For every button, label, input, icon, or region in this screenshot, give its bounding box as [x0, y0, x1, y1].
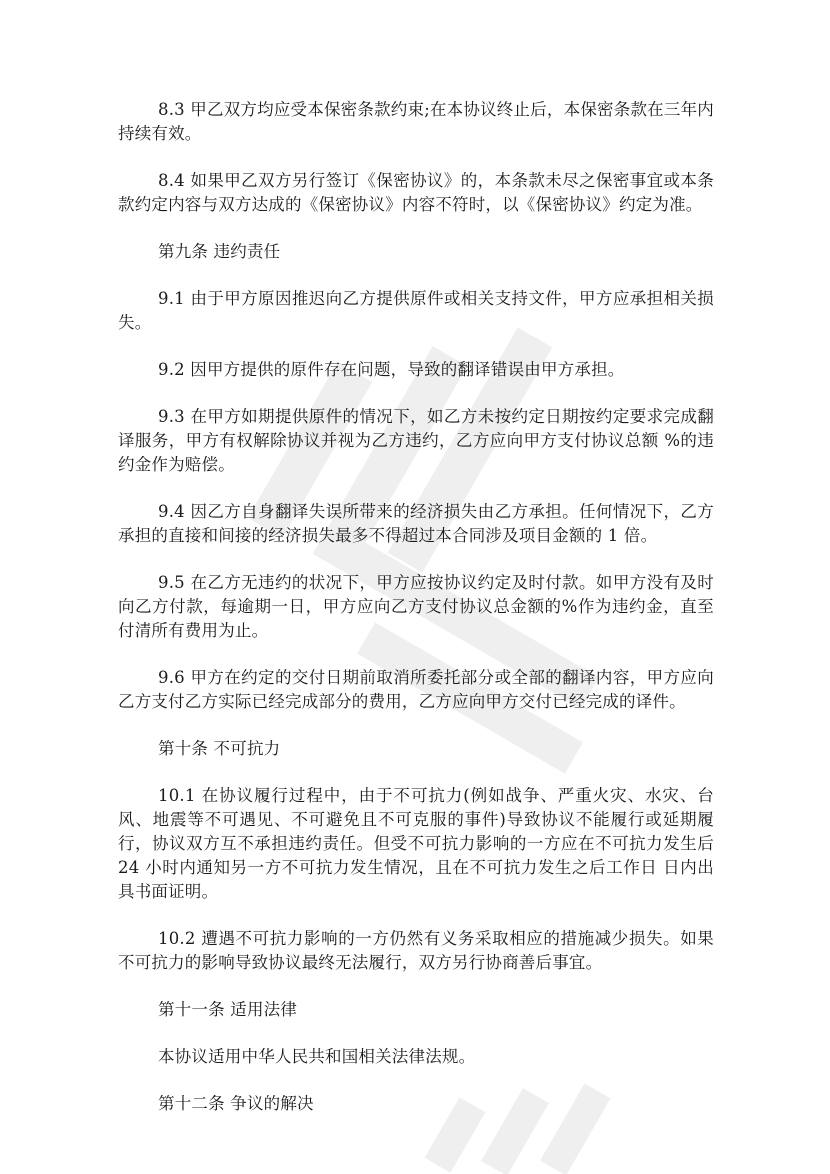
section-heading-12: 第十二条 争议的解决	[158, 1094, 314, 1113]
clause-9-2: 9.2 因甲方提供的原件存在问题，导致的翻译错误由甲方承担。	[158, 360, 625, 379]
section-heading-10: 第十条 不可抗力	[158, 739, 281, 758]
clause-9-5: 9.5 在乙方无违约的状况下，甲方应按协议约定及时付款。如甲方没有及时向乙方付款，每逾期一日，甲方应向乙方支付协议总金额的%作为违约金，直至付清所有费用为止。	[118, 573, 714, 640]
clause-8-4: 8.4 如果甲乙双方另行签订《保密协议》的，本条款未尽之保密事宜或本条款约定内容与双方达成的《保密协议》内容不符时，以《保密协议》约定为准。	[118, 171, 714, 214]
clause-10-1: 10.1 在协议履行过程中，由于不可抗力(例如战争、严重火灾、水灾、台风、地震等不可遇见、不可避免且不可克服的事件)导致协议不能履行或延期履行，协议双方互不承担违约责任。但受不可抗力影响的一方应在不可抗力发生后 24 小时内通知另一方不可抗力发生情况，且在不可抗力发生之后工作日 日内出具书面证明。	[118, 786, 714, 901]
clause-11: 本协议适用中华人民共和国相关法律法规。	[158, 1047, 476, 1066]
section-heading-9: 第九条 违约责任	[158, 242, 281, 261]
clause-8-3: 8.3 甲乙双方均应受本保密条款约束;在本协议终止后，本保密条款在三年内持续有效。	[118, 100, 714, 143]
clause-9-4: 9.4 因乙方自身翻译失误所带来的经济损失由乙方承担。任何情况下，乙方承担的直接和间接的经济损失最多不得超过本合同涉及项目金额的 1 倍。	[118, 502, 714, 545]
clause-9-6: 9.6 甲方在约定的交付日期前取消所委托部分或全部的翻译内容，甲方应向乙方支付乙方实际已经完成部分的费用，乙方应向甲方交付已经完成的译件。	[118, 668, 714, 711]
clause-9-1: 9.1 由于甲方原因推迟向乙方提供原件或相关支持文件，甲方应承担相关损失。	[118, 289, 714, 332]
clause-10-2: 10.2 遭遇不可抗力影响的一方仍然有义务采取相应的措施减少损失。如果不可抗力的影响导致协议最终无法履行，双方另行协商善后事宜。	[118, 929, 714, 972]
document-body	[118, 98, 714, 1139]
clause-9-3: 9.3 在甲方如期提供原件的情况下，如乙方未按约定日期按约定要求完成翻译服务，甲方有权解除协议并视为乙方违约，乙方应向甲方支付协议总额 %的违约金作为赔偿。	[118, 407, 714, 474]
section-heading-11: 第十一条 适用法律	[158, 1000, 298, 1019]
